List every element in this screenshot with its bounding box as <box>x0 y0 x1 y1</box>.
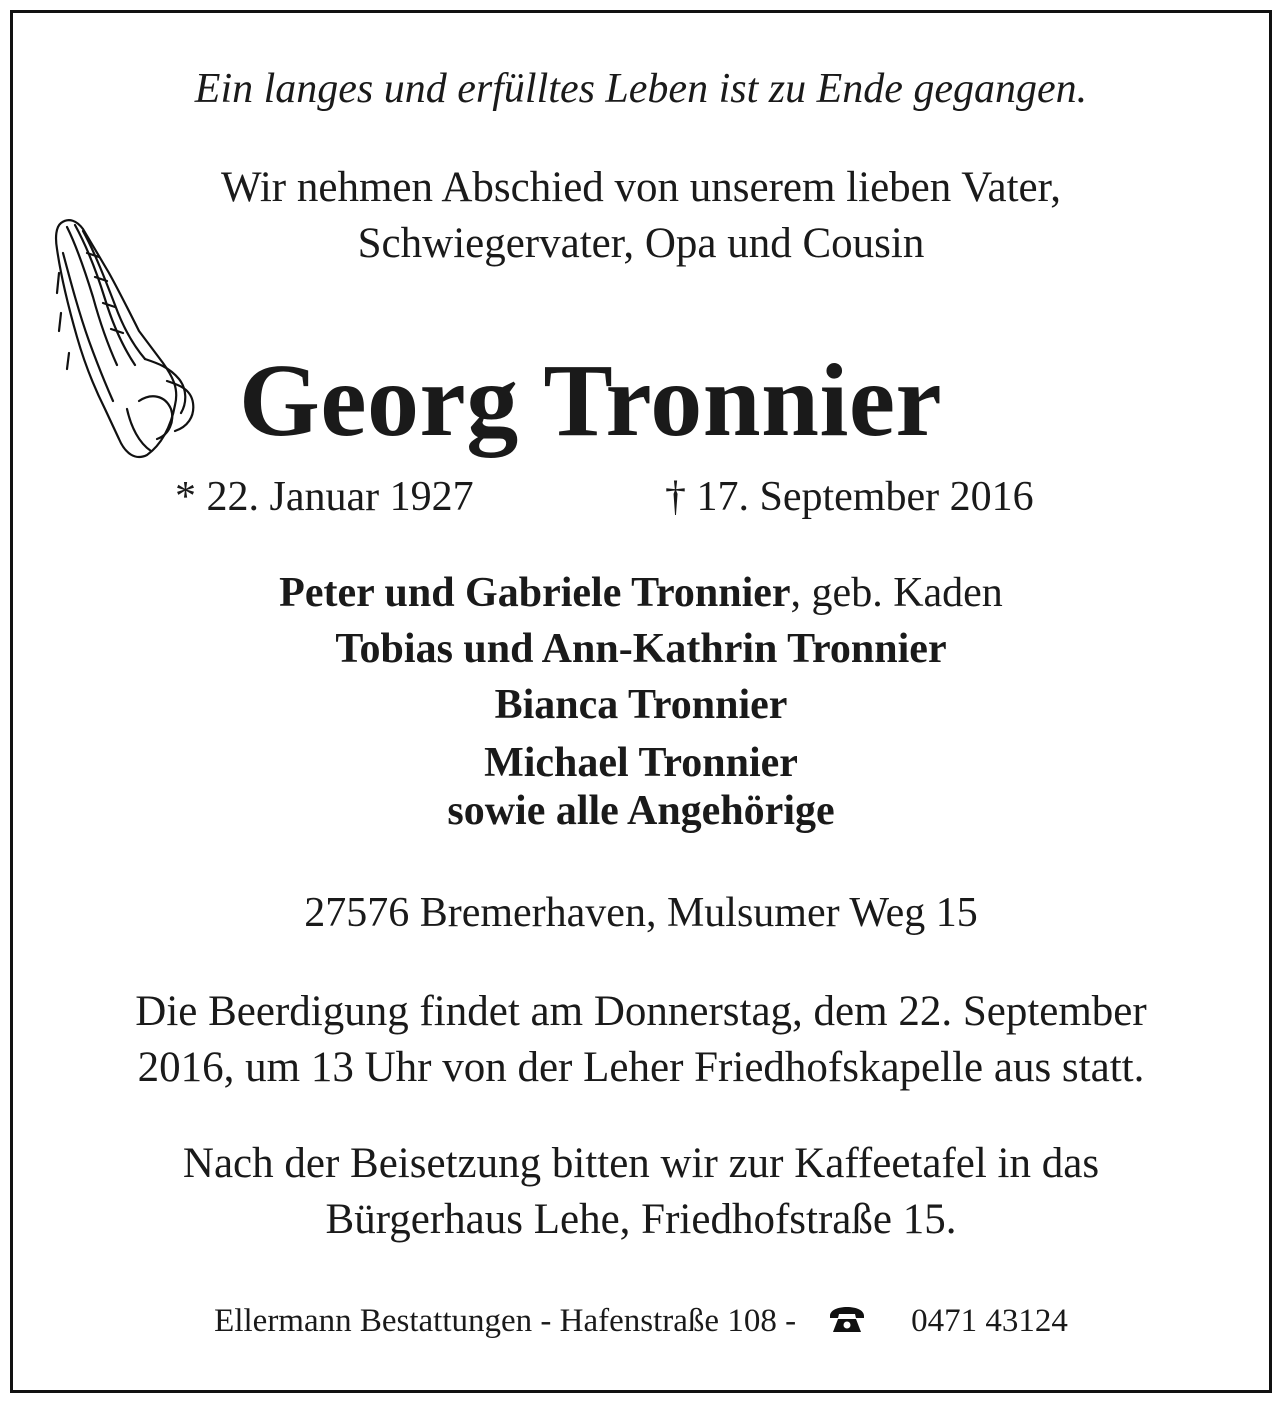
intro-line-2: Schwiegervater, Opa und Cousin <box>357 220 925 267</box>
death-date: † 17. September 2016 <box>665 474 1034 520</box>
telephone-icon <box>827 1305 867 1335</box>
birth-date: * 22. Januar 1927 <box>175 474 474 520</box>
family-line-5: sowie alle Angehörige <box>447 788 835 834</box>
family-line-1-maiden: , geb. Kaden <box>790 570 1003 616</box>
family-line-2: Tobias und Ann-Kathrin Tronnier <box>335 626 947 672</box>
undertaker-name: Ellermann Bestattungen - Hafenstraße 108 - <box>214 1303 797 1339</box>
deceased-name: Georg Tronnier <box>239 343 943 458</box>
undertaker-footer <box>13 1303 1269 1340</box>
intro-line-1: Wir nehmen Abschied von unserem lieben Vater, <box>221 164 1061 211</box>
family-line-3: Bianca Tronnier <box>494 682 788 728</box>
funeral-line-1: Die Beerdigung findet am Donnerstag, dem 22. September <box>135 988 1147 1035</box>
funeral-line-2: 2016, um 13 Uhr von der Leher Friedhofskapelle aus statt. <box>137 1044 1145 1091</box>
obituary-notice <box>10 10 1272 1393</box>
coffee-line-2: Bürgerhaus Lehe, Friedhofstraße 15. <box>325 1196 957 1243</box>
family-address: 27576 Bremerhaven, Mulsumer Weg 15 <box>304 890 978 936</box>
praying-hands-icon <box>47 213 197 463</box>
family-line-1 <box>13 569 1269 617</box>
coffee-line-1: Nach der Beisetzung bitten wir zur Kaffeetafel in das <box>182 1140 1100 1187</box>
motto: Ein langes und erfülltes Leben ist zu Ende gegangen. <box>194 66 1088 112</box>
phone-number: 0471 43124 <box>911 1303 1068 1339</box>
family-line-4: Michael Tronnier <box>484 740 798 786</box>
family-line-1-name: Peter und Gabriele Tronnier <box>279 570 791 616</box>
